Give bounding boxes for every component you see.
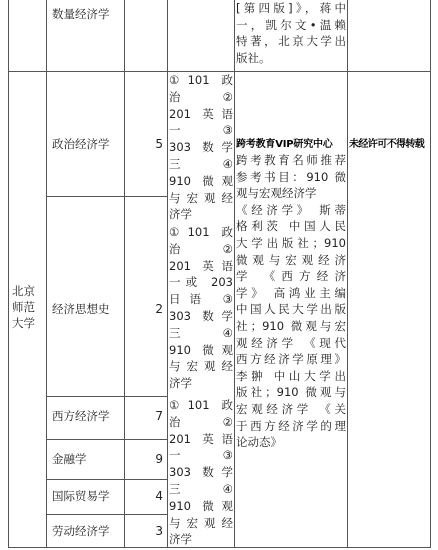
books-line: 微观与宏观经济 xyxy=(236,252,346,267)
subject-line: 治 ② xyxy=(169,89,233,104)
column-divider xyxy=(234,0,235,548)
subject-line: 一或 203 xyxy=(169,275,233,290)
university-name-line: 大学 xyxy=(12,316,35,330)
subject-line: 治 ② xyxy=(169,241,233,256)
enrollment-count: 9 xyxy=(155,452,163,466)
column-divider xyxy=(8,0,9,548)
books-line: 跨考教育名师推荐 xyxy=(236,153,346,167)
exam-subjects xyxy=(169,72,233,223)
exam-subjects xyxy=(169,397,233,548)
books-line: 版社；910 微观与 xyxy=(236,385,346,400)
prev-books-line: 特著，北京大学出 xyxy=(236,34,346,48)
subject-line: 济学 xyxy=(169,376,192,391)
prev-books-line: 版社。 xyxy=(236,50,271,65)
books-line: 于西方经济学的理 xyxy=(236,418,346,433)
row-divider xyxy=(47,439,167,440)
subject-line: 与宏观经 xyxy=(169,359,233,374)
subject-line: 三 ④ xyxy=(169,481,233,496)
prev-major-name: 数量经济学 xyxy=(52,7,110,21)
books-line: 中国人民大学出版 xyxy=(236,302,346,317)
subject-line: ①101 政 xyxy=(169,398,233,412)
university-name-line: 师范 xyxy=(12,300,35,314)
subject-line: 三 ④ xyxy=(169,325,233,340)
watermark-text: 未经许可不得转载 xyxy=(349,139,425,150)
books-line: 学 《西方经济 xyxy=(236,269,346,284)
watermark-text: 跨考教育VIP研究中心 xyxy=(236,139,333,150)
enrollment-count: 5 xyxy=(155,137,163,151)
column-divider xyxy=(347,0,348,548)
enrollment-count: 2 xyxy=(155,302,163,316)
enrollment-count: 3 xyxy=(155,524,163,538)
university-name-line: 北京 xyxy=(12,284,35,298)
subject-line: 910 微观 xyxy=(169,498,233,513)
major-name: 经济思想史 xyxy=(52,302,110,316)
row-divider xyxy=(47,396,167,397)
major-name: 政治经济学 xyxy=(52,137,110,151)
exam-subjects xyxy=(169,224,233,392)
subject-line: 303 数学 xyxy=(169,140,233,155)
prev-books-line: [第四版]》，蒋中 xyxy=(236,1,346,15)
books-line: 学》 高鸿业主编 xyxy=(236,285,346,300)
books-line: 李翀 中山大学出 xyxy=(236,368,346,383)
subject-line: 201 英语 xyxy=(169,431,233,446)
major-name: 国际贸易学 xyxy=(52,489,110,503)
subject-line: 910 微观 xyxy=(169,173,233,188)
prev-books-text xyxy=(236,0,346,66)
books-line: 格利茨 中国人民 xyxy=(236,219,346,234)
subject-line: 日语 ③ xyxy=(169,292,233,307)
subject-line: 三 ④ xyxy=(169,156,233,171)
books-line: 观经济学 《现代 xyxy=(236,335,346,350)
enrollment-count: 7 xyxy=(155,409,163,423)
subject-line: 910 微观 xyxy=(169,342,233,357)
subject-line: 201 英语 xyxy=(169,106,233,121)
enrollment-count: 4 xyxy=(155,489,163,503)
column-divider xyxy=(167,0,168,548)
books-line: 大学出版社；910 xyxy=(236,235,346,250)
subject-line: 济学 xyxy=(169,207,192,222)
major-name: 西方经济学 xyxy=(52,409,110,423)
subject-line: 与宏观经 xyxy=(169,515,233,530)
subject-line: 201 英语 xyxy=(169,258,233,273)
books-line: 参考书目：910 微 xyxy=(236,169,346,184)
subject-line: ①101 政 xyxy=(169,73,233,87)
subject-line: 303 数学 xyxy=(169,308,233,323)
books-line: 社；910 微观与宏 xyxy=(236,318,346,333)
row-divider xyxy=(47,514,167,515)
row-divider xyxy=(47,196,167,197)
university-name xyxy=(12,283,42,331)
prev-books-line: 一，凯尔文•温赖 xyxy=(236,17,346,32)
column-divider xyxy=(430,0,431,548)
subject-line: 与宏观经 xyxy=(169,190,233,205)
books-line: 宏观经济学 《关 xyxy=(236,401,346,416)
subject-line: 济学 xyxy=(169,532,192,547)
major-name: 劳动经济学 xyxy=(52,524,110,538)
subject-line: 303 数学 xyxy=(169,465,233,480)
reference-books-text xyxy=(236,152,346,451)
books-line: 论动态》 xyxy=(236,435,282,450)
subject-line: 一 ③ xyxy=(169,448,233,463)
subject-line: 一 ③ xyxy=(169,123,233,138)
subject-line: ①101 政 xyxy=(169,225,233,239)
subject-line: 治 ② xyxy=(169,414,233,429)
books-line: 西方经济学原理》 xyxy=(236,352,346,367)
books-line: 《经济学》 斯蒂 xyxy=(236,202,346,217)
row-divider xyxy=(47,479,167,480)
major-name: 金融学 xyxy=(52,452,87,466)
column-divider xyxy=(46,0,47,548)
books-line: 观与宏观经济学 xyxy=(236,186,317,201)
